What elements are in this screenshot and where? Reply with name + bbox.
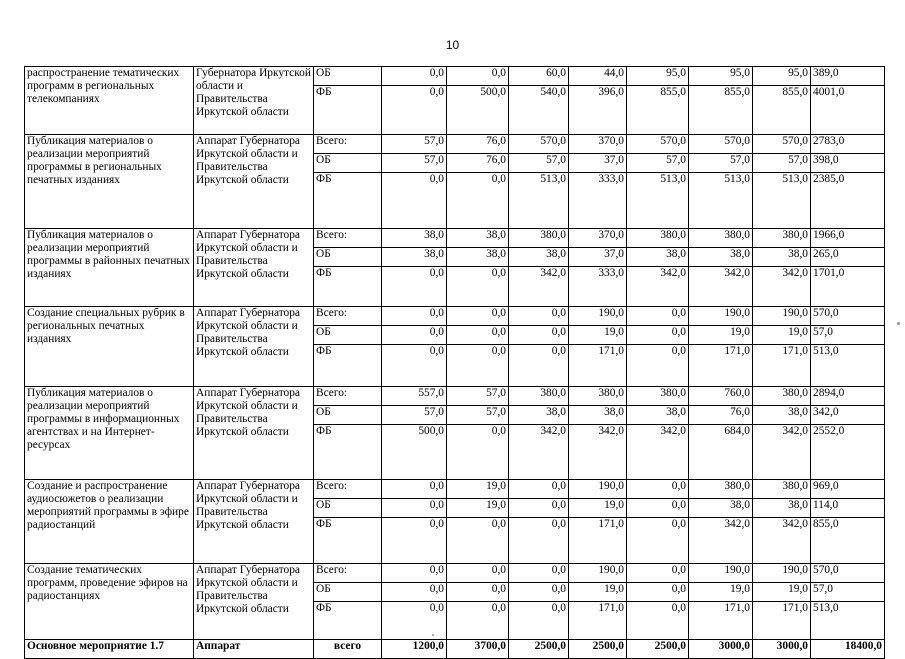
year-value-cell: 380,0: [689, 480, 753, 499]
year-value-cell: 95,0: [689, 67, 753, 86]
total-value-cell: 969,0: [811, 480, 885, 499]
year-value-cell: 0,0: [382, 86, 447, 135]
table-row: [25, 387, 885, 406]
year-value-cell: 500,0: [382, 425, 447, 480]
funding-source-cell: ФБ: [314, 345, 382, 387]
total-value-cell: 4001,0: [811, 86, 885, 135]
year-value-cell: 38,0: [753, 406, 811, 425]
summary-year-value-cell: 3700,0: [447, 640, 509, 659]
total-value-cell: 2385,0: [811, 173, 885, 229]
year-value-cell: 0,0: [382, 518, 447, 564]
year-value-cell: 190,0: [569, 307, 627, 326]
year-value-cell: 0,0: [509, 583, 569, 602]
year-value-cell: 570,0: [509, 135, 569, 154]
year-value-cell: 540,0: [509, 86, 569, 135]
year-value-cell: 57,0: [627, 154, 689, 173]
summary-year-value-cell: 3000,0: [753, 640, 811, 659]
year-value-cell: 0,0: [627, 345, 689, 387]
executor-cell: Аппарат Губернатора Иркутской области и Правительства Иркутской области: [194, 135, 314, 229]
summary-year-value-cell: 3000,0: [689, 640, 753, 659]
year-value-cell: 0,0: [447, 564, 509, 583]
year-value-cell: 19,0: [447, 480, 509, 499]
year-value-cell: 57,0: [689, 154, 753, 173]
summary-total-cell: 18400,0: [811, 640, 885, 659]
year-value-cell: 342,0: [569, 425, 627, 480]
year-value-cell: 0,0: [627, 518, 689, 564]
year-value-cell: 380,0: [569, 387, 627, 406]
year-value-cell: 57,0: [382, 154, 447, 173]
year-value-cell: 190,0: [689, 307, 753, 326]
year-value-cell: 570,0: [627, 135, 689, 154]
year-value-cell: 0,0: [509, 518, 569, 564]
total-value-cell: 513,0: [811, 602, 885, 640]
year-value-cell: 38,0: [689, 499, 753, 518]
year-value-cell: 396,0: [569, 86, 627, 135]
executor-cell: Аппарат Губернатора Иркутской области и Правительства Иркутской области: [194, 480, 314, 564]
year-value-cell: 38,0: [382, 229, 447, 248]
activity-cell: Публикация материалов о реализации мероприятий программы в региональных печатных изданиях: [25, 135, 194, 229]
year-value-cell: 380,0: [627, 229, 689, 248]
year-value-cell: 500,0: [447, 86, 509, 135]
year-value-cell: 342,0: [509, 267, 569, 307]
year-value-cell: 38,0: [447, 248, 509, 267]
year-value-cell: 380,0: [689, 229, 753, 248]
year-value-cell: 0,0: [382, 173, 447, 229]
year-value-cell: 0,0: [382, 480, 447, 499]
funding-source-cell: ФБ: [314, 267, 382, 307]
year-value-cell: 333,0: [569, 173, 627, 229]
year-value-cell: 0,0: [382, 583, 447, 602]
funding-source-cell: Всего:: [314, 564, 382, 583]
activity-cell: Публикация материалов о реализации мероприятий программы в районных печатных изданиях: [25, 229, 194, 307]
year-value-cell: 342,0: [689, 518, 753, 564]
year-value-cell: 0,0: [447, 345, 509, 387]
year-value-cell: 0,0: [627, 564, 689, 583]
year-value-cell: 380,0: [753, 229, 811, 248]
year-value-cell: 0,0: [509, 499, 569, 518]
year-value-cell: 0,0: [447, 425, 509, 480]
funding-source-cell: Всего:: [314, 229, 382, 248]
year-value-cell: 171,0: [569, 518, 627, 564]
activity-cell: Создание и распространение аудиосюжетов о реализации мероприятий программы в эфире радиостанций: [25, 480, 194, 564]
total-value-cell: 513,0: [811, 345, 885, 387]
summary-year-value-cell: 2500,0: [569, 640, 627, 659]
year-value-cell: 19,0: [753, 583, 811, 602]
funding-source-cell: Всего:: [314, 480, 382, 499]
total-value-cell: 57,0: [811, 583, 885, 602]
funding-source-cell: ОБ: [314, 583, 382, 602]
year-value-cell: 0,0: [382, 345, 447, 387]
year-value-cell: 190,0: [753, 307, 811, 326]
executor-cell: Аппарат Губернатора Иркутской области и Правительства Иркутской области: [194, 229, 314, 307]
year-value-cell: 171,0: [753, 602, 811, 640]
year-value-cell: 38,0: [509, 406, 569, 425]
year-value-cell: 171,0: [689, 345, 753, 387]
year-value-cell: 557,0: [382, 387, 447, 406]
year-value-cell: 380,0: [509, 229, 569, 248]
funding-source-cell: Всего:: [314, 135, 382, 154]
funding-source-cell: Всего:: [314, 307, 382, 326]
year-value-cell: 190,0: [569, 480, 627, 499]
funding-source-cell: ОБ: [314, 499, 382, 518]
table-row: [25, 229, 885, 248]
total-value-cell: 1966,0: [811, 229, 885, 248]
year-value-cell: 855,0: [753, 86, 811, 135]
funding-source-cell: ФБ: [314, 602, 382, 640]
executor-cell: Аппарат Губернатора Иркутской области и Правительства Иркутской области: [194, 564, 314, 640]
year-value-cell: 37,0: [569, 154, 627, 173]
year-value-cell: 570,0: [689, 135, 753, 154]
total-value-cell: 342,0: [811, 406, 885, 425]
year-value-cell: 38,0: [509, 248, 569, 267]
year-value-cell: 513,0: [753, 173, 811, 229]
year-value-cell: 0,0: [382, 67, 447, 86]
executor-cell: Губернатора Иркутской области и Правительства Иркутской области: [194, 67, 314, 135]
year-value-cell: 380,0: [627, 387, 689, 406]
funding-source-cell: ФБ: [314, 425, 382, 480]
total-value-cell: 570,0: [811, 564, 885, 583]
year-value-cell: 342,0: [753, 518, 811, 564]
year-value-cell: 342,0: [509, 425, 569, 480]
year-value-cell: 38,0: [569, 406, 627, 425]
year-value-cell: 171,0: [569, 602, 627, 640]
year-value-cell: 38,0: [753, 248, 811, 267]
year-value-cell: 570,0: [753, 135, 811, 154]
year-value-cell: 57,0: [447, 387, 509, 406]
year-value-cell: 0,0: [627, 307, 689, 326]
year-value-cell: 38,0: [689, 248, 753, 267]
year-value-cell: 19,0: [753, 326, 811, 345]
activity-cell: Публикация материалов о реализации мероприятий программы в информационных агентствах и на Интернет-ресурсах: [25, 387, 194, 480]
executor-cell: Аппарат Губернатора Иркутской области и Правительства Иркутской области: [194, 307, 314, 387]
funding-source-cell: ОБ: [314, 67, 382, 86]
year-value-cell: 0,0: [627, 602, 689, 640]
year-value-cell: 342,0: [627, 267, 689, 307]
year-value-cell: 44,0: [569, 67, 627, 86]
year-value-cell: 19,0: [569, 583, 627, 602]
year-value-cell: 380,0: [509, 387, 569, 406]
year-value-cell: 76,0: [447, 135, 509, 154]
year-value-cell: 855,0: [689, 86, 753, 135]
year-value-cell: 76,0: [689, 406, 753, 425]
year-value-cell: 0,0: [509, 326, 569, 345]
year-value-cell: 37,0: [569, 248, 627, 267]
year-value-cell: 190,0: [689, 564, 753, 583]
year-value-cell: 57,0: [382, 406, 447, 425]
year-value-cell: 19,0: [569, 499, 627, 518]
year-value-cell: 57,0: [753, 154, 811, 173]
summary-source-cell: всего: [314, 640, 382, 659]
activity-cell: Создание специальных рубрик в региональных печатных изданиях: [25, 307, 194, 387]
year-value-cell: 38,0: [447, 229, 509, 248]
year-value-cell: 0,0: [447, 173, 509, 229]
year-value-cell: 171,0: [569, 345, 627, 387]
summary-year-value-cell: 1200,0: [382, 640, 447, 659]
total-value-cell: 855,0: [811, 518, 885, 564]
year-value-cell: 38,0: [753, 499, 811, 518]
total-value-cell: 570,0: [811, 307, 885, 326]
year-value-cell: 190,0: [753, 564, 811, 583]
year-value-cell: 0,0: [447, 326, 509, 345]
year-value-cell: 57,0: [509, 154, 569, 173]
total-value-cell: 1701,0: [811, 267, 885, 307]
year-value-cell: 342,0: [753, 267, 811, 307]
year-value-cell: 855,0: [627, 86, 689, 135]
year-value-cell: 513,0: [509, 173, 569, 229]
year-value-cell: 0,0: [382, 326, 447, 345]
year-value-cell: 0,0: [447, 67, 509, 86]
year-value-cell: 0,0: [627, 583, 689, 602]
year-value-cell: 95,0: [753, 67, 811, 86]
page-number: 10: [445, 38, 460, 52]
year-value-cell: 0,0: [447, 267, 509, 307]
year-value-cell: 190,0: [569, 564, 627, 583]
year-value-cell: 76,0: [447, 154, 509, 173]
year-value-cell: 333,0: [569, 267, 627, 307]
year-value-cell: 19,0: [569, 326, 627, 345]
scan-speck: [897, 322, 900, 325]
year-value-cell: 0,0: [447, 602, 509, 640]
total-value-cell: 398,0: [811, 154, 885, 173]
summary-year-value-cell: 2500,0: [627, 640, 689, 659]
total-value-cell: 57,0: [811, 326, 885, 345]
funding-source-cell: ОБ: [314, 248, 382, 267]
year-value-cell: 0,0: [447, 583, 509, 602]
table-row: [25, 135, 885, 154]
year-value-cell: 342,0: [627, 425, 689, 480]
year-value-cell: 0,0: [382, 499, 447, 518]
year-value-cell: 57,0: [447, 406, 509, 425]
year-value-cell: 513,0: [627, 173, 689, 229]
funding-source-cell: ФБ: [314, 173, 382, 229]
year-value-cell: 171,0: [689, 602, 753, 640]
year-value-cell: 19,0: [689, 583, 753, 602]
total-value-cell: 114,0: [811, 499, 885, 518]
year-value-cell: 0,0: [509, 480, 569, 499]
funding-source-cell: ФБ: [314, 518, 382, 564]
activity-cell: распространение тематических программ в региональных телекомпаниях: [25, 67, 194, 135]
table-body: [25, 67, 885, 659]
year-value-cell: 0,0: [382, 602, 447, 640]
year-value-cell: 19,0: [447, 499, 509, 518]
year-value-cell: 38,0: [627, 248, 689, 267]
total-value-cell: 2894,0: [811, 387, 885, 406]
year-value-cell: 513,0: [689, 173, 753, 229]
year-value-cell: 0,0: [447, 307, 509, 326]
year-value-cell: 0,0: [447, 518, 509, 564]
summary-year-value-cell: 2500,0: [509, 640, 569, 659]
table-row: [25, 564, 885, 583]
year-value-cell: 0,0: [382, 267, 447, 307]
total-value-cell: 2552,0: [811, 425, 885, 480]
year-value-cell: 0,0: [509, 307, 569, 326]
year-value-cell: 380,0: [753, 387, 811, 406]
year-value-cell: 57,0: [382, 135, 447, 154]
summary-executor-cell: Аппарат: [194, 640, 314, 659]
year-value-cell: 342,0: [689, 267, 753, 307]
total-value-cell: 389,0: [811, 67, 885, 86]
funding-source-cell: ФБ: [314, 86, 382, 135]
year-value-cell: 760,0: [689, 387, 753, 406]
funding-source-cell: ОБ: [314, 406, 382, 425]
year-value-cell: 171,0: [753, 345, 811, 387]
funding-source-cell: ОБ: [314, 154, 382, 173]
year-value-cell: 60,0: [509, 67, 569, 86]
year-value-cell: 342,0: [753, 425, 811, 480]
year-value-cell: 19,0: [689, 326, 753, 345]
year-value-cell: 0,0: [627, 326, 689, 345]
table-row: [25, 67, 885, 86]
year-value-cell: 0,0: [382, 564, 447, 583]
total-value-cell: 265,0: [811, 248, 885, 267]
scan-speck: [432, 634, 434, 636]
year-value-cell: 0,0: [627, 480, 689, 499]
table-row: [25, 307, 885, 326]
year-value-cell: 0,0: [509, 602, 569, 640]
year-value-cell: 0,0: [382, 307, 447, 326]
year-value-cell: 370,0: [569, 229, 627, 248]
total-value-cell: 2783,0: [811, 135, 885, 154]
year-value-cell: 0,0: [509, 564, 569, 583]
executor-cell: Аппарат Губернатора Иркутской области и Правительства Иркутской области: [194, 387, 314, 480]
year-value-cell: 95,0: [627, 67, 689, 86]
budget-table: [24, 66, 885, 659]
summary-activity-cell: Основное мероприятие 1.7: [25, 640, 194, 659]
year-value-cell: 370,0: [569, 135, 627, 154]
summary-row: [25, 640, 885, 659]
year-value-cell: 684,0: [689, 425, 753, 480]
year-value-cell: 0,0: [509, 345, 569, 387]
year-value-cell: 380,0: [753, 480, 811, 499]
activity-cell: Создание тематических программ, проведение эфиров на радиостанциях: [25, 564, 194, 640]
year-value-cell: 38,0: [627, 406, 689, 425]
year-value-cell: 38,0: [382, 248, 447, 267]
funding-source-cell: Всего:: [314, 387, 382, 406]
year-value-cell: 0,0: [627, 499, 689, 518]
funding-source-cell: ОБ: [314, 326, 382, 345]
table-row: [25, 480, 885, 499]
